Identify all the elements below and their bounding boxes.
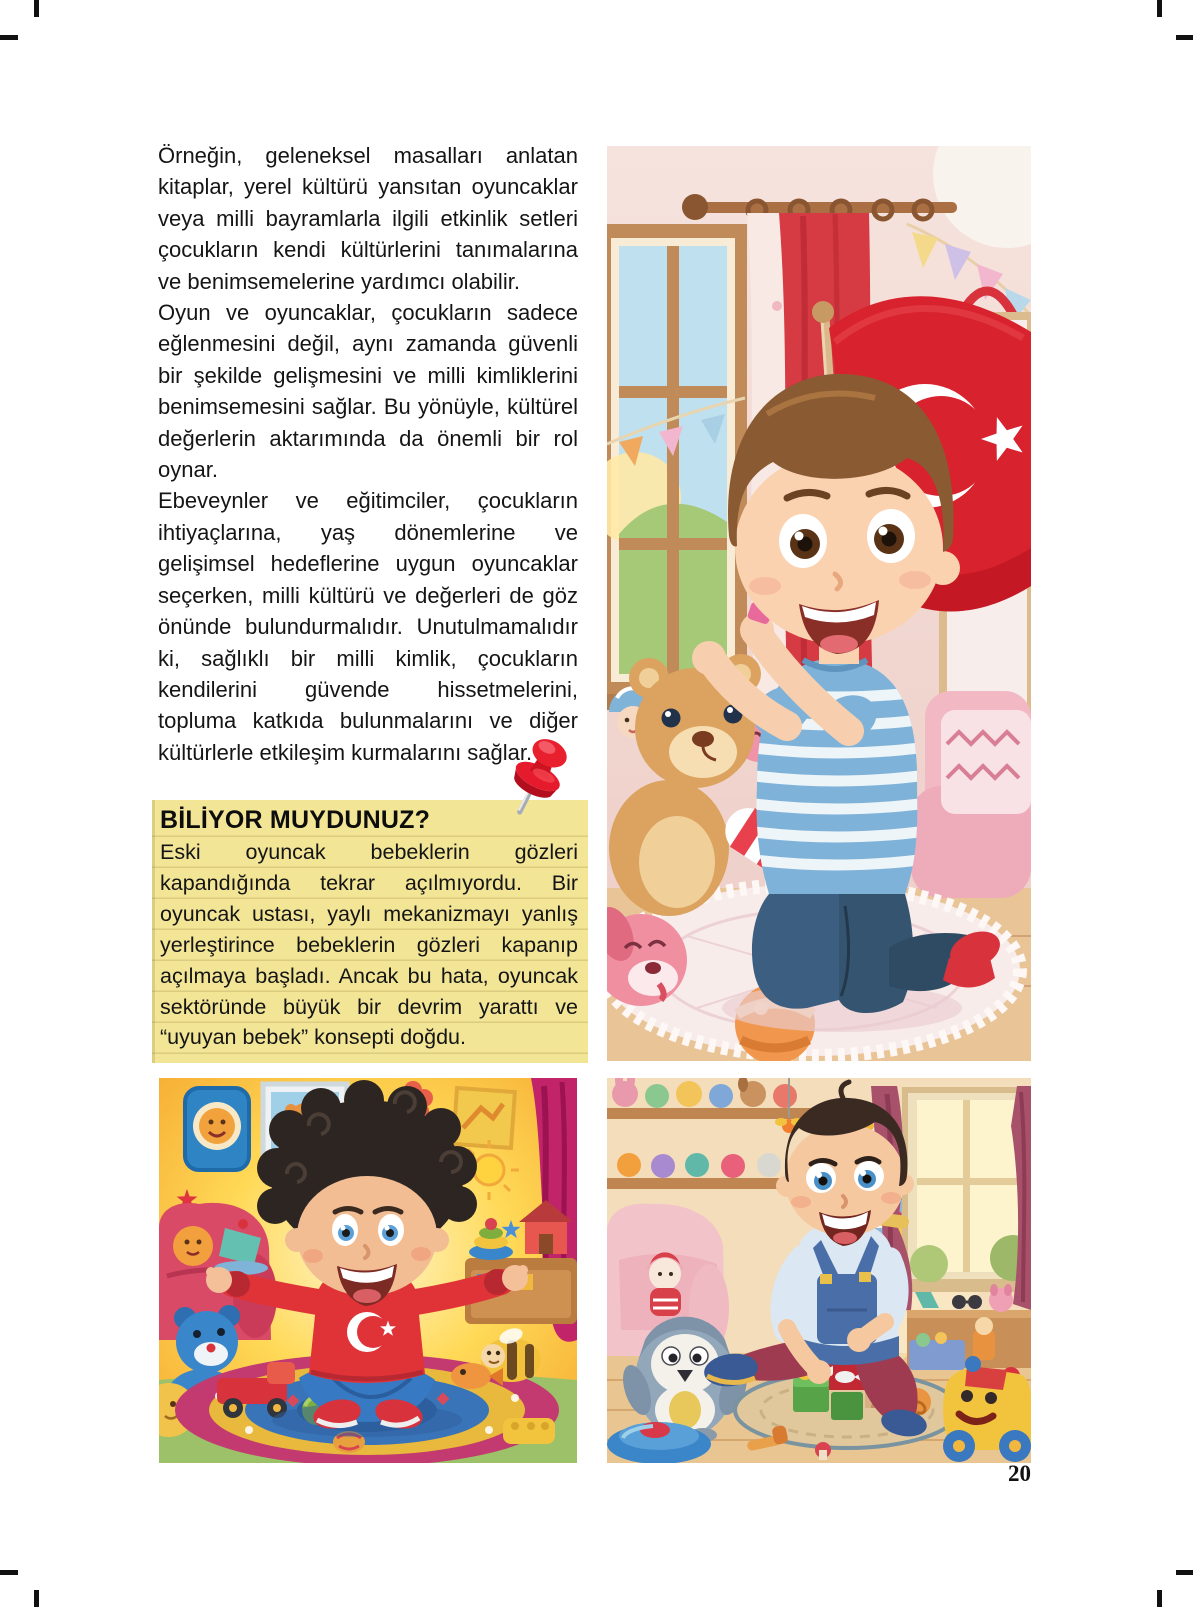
page-number: 20 bbox=[1008, 1461, 1031, 1486]
article-paragraph: Oyun ve oyuncaklar, çocukların sadece eğlenmesini değil, aynı zamanda güvenli bir şekilde gelişmesini ve milli kimliklerini benimsemesini sağlar. Bu yönüyle, kültürel değerlerin aktarımında da önemli bir rol oynar. bbox=[158, 300, 578, 483]
did-you-know-note bbox=[152, 800, 588, 1063]
illustration-boy-building-blocks bbox=[607, 1078, 1031, 1463]
window bbox=[607, 224, 749, 710]
crop-mark-bottom-left-v bbox=[34, 1590, 39, 1607]
crop-mark-top-right-h bbox=[1176, 35, 1193, 40]
illustration-boy-red-sweater bbox=[159, 1078, 577, 1463]
window bbox=[899, 1090, 1031, 1292]
crop-mark-bottom-left-h bbox=[0, 1570, 18, 1575]
article-paragraph: Ebeveynler ve eğitimciler, çocukların ihtiyaçlarına, yaş dönemlerine ve gelişimsel hedeflerine uygun oyuncaklar seçerken, milli kültürü ve değerleri de göz önünde bulundurmalıdır. Unutulmamalıdır ki, sağlıklı bir milli kimlik, çocukların kendilerini güvende hissetmelerini, topluma katkıda bulunmalarını ve diğer kültürlerle etkileşim kurmalarını sağlar. bbox=[158, 488, 578, 765]
crop-mark-top-left-h bbox=[0, 35, 18, 40]
crop-mark-top-right-v bbox=[1157, 0, 1162, 17]
crop-mark-bottom-right-h bbox=[1176, 1570, 1193, 1575]
note-title: BİLİYOR MUYDUNUZ? bbox=[160, 806, 431, 834]
illustration-boy-turkish-flag bbox=[607, 146, 1031, 1061]
pushpin-icon bbox=[500, 728, 572, 826]
crop-mark-top-left-v bbox=[34, 0, 39, 17]
crop-mark-bottom-right-v bbox=[1157, 1590, 1162, 1607]
note-body: Eski oyuncak bebeklerin gözleri kapandığında tekrar açılmıyordu. Bir oyuncak ustası, yaylı mekanizmayı yanlış yerleştirince bebeklerin gözleri kapanıp açılmaya başladı. Ancak bu hata, oyuncak sektöründe büyük bir devrim yarattı ve “uyuyan bebek” konsepti doğdu. bbox=[160, 840, 578, 1050]
article-paragraph: Örneğin, geleneksel masalları anlatan kitaplar, yerel kültürü yansıtan oyuncaklar veya milli bayramlarla ilgili etkinlik setleri çocukların kendi kültürlerini tanımalarına ve benimsemelerine yardımcı olabilir. bbox=[158, 143, 578, 294]
article-text bbox=[158, 140, 578, 768]
pink-sofa bbox=[911, 691, 1031, 898]
